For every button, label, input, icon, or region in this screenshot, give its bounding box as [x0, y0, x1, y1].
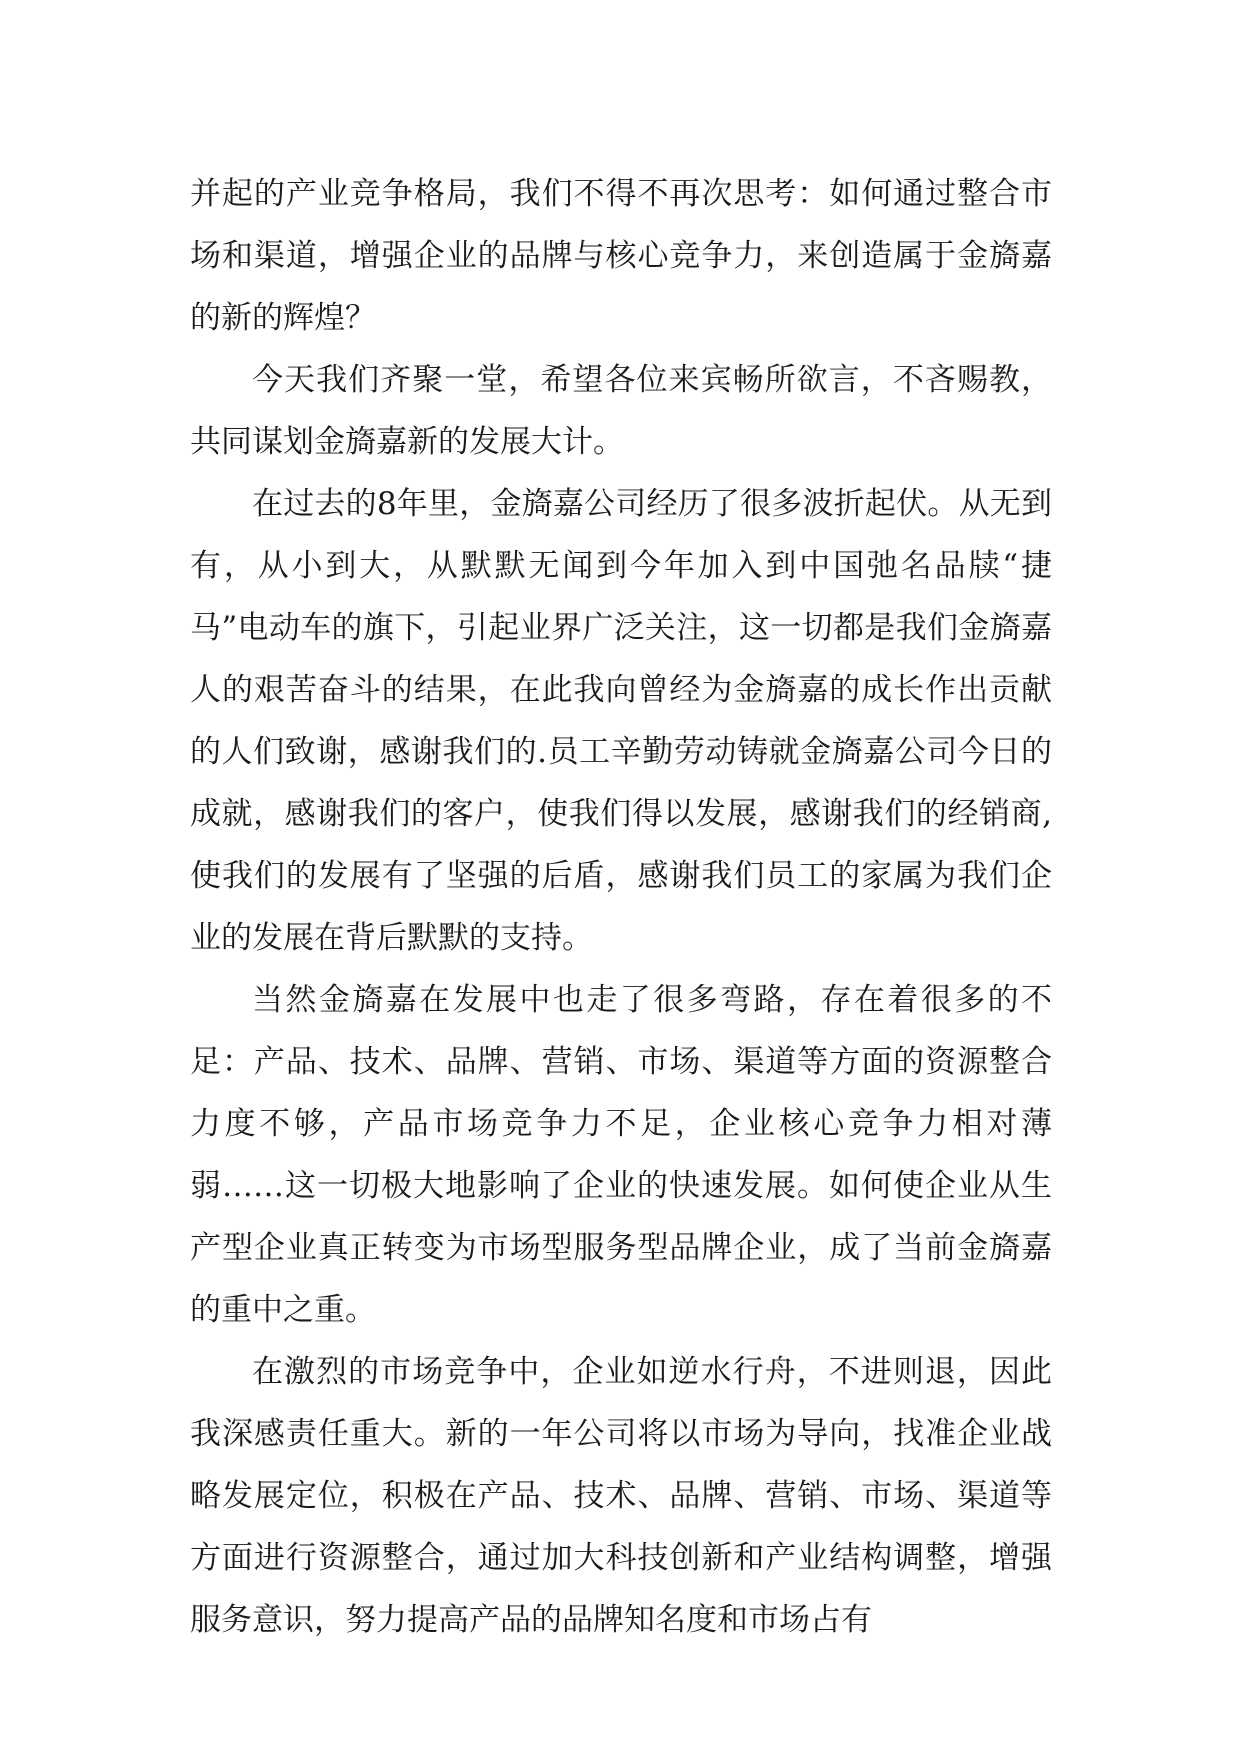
paragraph-continuation: 并起的产业竞争格局，我们不得不再次思考：如何通过整合市场和渠道，增强企业的品牌与核心竞争力，来创造属于金旖嘉的新的辉煌？	[190, 176, 1052, 336]
paragraph-history: 在过去的8年里，金旖嘉公司经历了很多波折起伏。从无到有，从小到大，从默默无闻到今年加入到中国弛名品牍“捷马”电动车的旗下，引起业界广泛关注，这一切都是我们金旖嘉人的艰苦奋斗的结果，在此我向曾经为金旖嘉的成长作出贡献的人们致谢，感谢我们的.员工辛勤劳动铸就金旖嘉公司今日的成就，感谢我们的客户，使我们得以发展，感谢我们的经销商,使我们的发展有了坚强的后盾，感谢我们员工的家属为我们企业的发展在背后默默的支持。	[190, 486, 1052, 956]
paragraph-outlook: 在激烈的市场竞争中，企业如逆水行舟，不进则退，因此我深感责任重大。新的一年公司将以市场为导向，找准企业战略发展定位，积极在产品、技术、品牌、营销、市场、渠道等方面进行资源整合，通过加大科技创新和产业结构调整，增强服务意识，努力提高产品的品牌知名度和市场占有	[190, 1354, 1052, 1638]
paragraph-shortcomings: 当然金旖嘉在发展中也走了很多弯路，存在着很多的不足：产品、技术、品牌、营销、市场、渠道等方面的资源整合力度不够，产品市场竞争力不足，企业核心竞争力相对薄弱……这一切极大地影响了企业的快速发展。如何使企业从生产型企业真正转变为市场型服务型品牌企业，成了当前金旖嘉的重中之重。	[190, 982, 1052, 1328]
paragraph-gathering: 今天我们齐聚一堂，希望各位来宾畅所欲言，不吝赐教，共同谋划金旖嘉新的发展大计。	[190, 362, 1052, 460]
document-body	[190, 163, 1052, 1651]
